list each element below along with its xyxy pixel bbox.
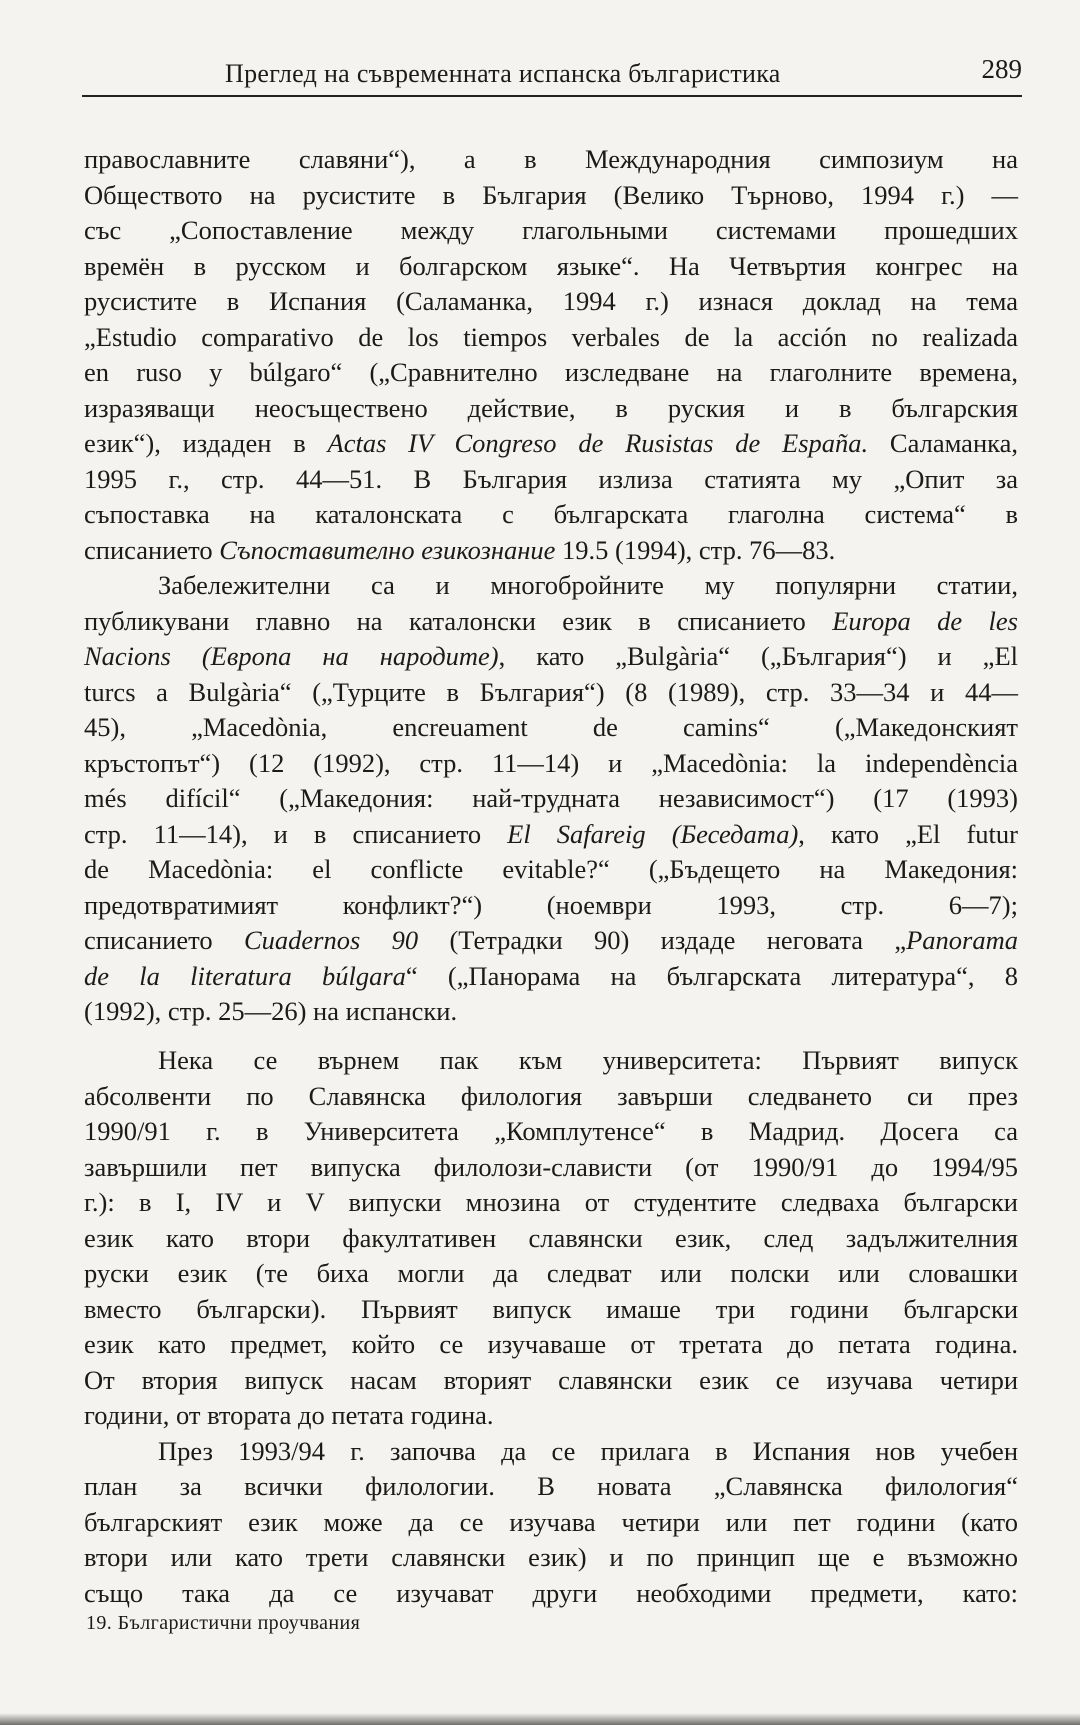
text-line [84,746,1018,782]
text-run: изразяващи неосъществено действие, в руския и в българския [84,392,1018,423]
text-line [84,533,1018,569]
text-run: списанието [84,925,244,955]
text-run: времён в русском и болгарском языке“. На Четвъртия конгрес на [84,250,1018,281]
text-run: , като „El futur [798,818,1018,849]
text-line [84,1469,1018,1505]
paragraph [84,568,1018,1030]
text-line [84,639,1018,675]
text-run: със „Сопоставление между глагольными системами прошедших [84,215,1018,245]
text-run: език“), издаден в [84,428,328,458]
text-line [84,604,1018,640]
text-line [84,852,1018,888]
text-line [84,249,1018,285]
text-line [84,781,1018,817]
text-line [84,1505,1018,1541]
running-header-title: Преглед на съвременната испанска българистика [225,59,781,88]
page-number: 289 [981,54,1022,84]
text-line [84,568,1018,604]
text-run: българският език може да се изучава четири или пет години (като [84,1506,1018,1537]
text-run: 19.5 (1994), стр. 76—83. [555,534,836,565]
text-run: втори или като трети славянски език) и по принцип ще е възможно [84,1542,1018,1572]
text-run: предотвратимият конфликт?“) (ноември 1993, стр. 6—7); [84,889,1018,920]
text-line [84,1363,1018,1399]
text-line [84,1398,1018,1434]
text-line [84,710,1018,746]
text-line [84,1540,1018,1576]
body-text-lower [84,1043,1018,1611]
text-line [84,817,1018,853]
paragraph [84,142,1018,568]
text-run: език като втори факултативен славянски език, след задължителния [84,1222,1018,1253]
text-run: “ („Панорама на българската литература“, 8 [405,960,1018,991]
text-line [84,1114,1018,1150]
text-line [84,497,1018,533]
text-run: (Тетрадки 90) издаде неговата „ [418,925,907,955]
text-line [84,284,1018,320]
text-run: руски език (те биха могли да следват или полски или словашки [84,1258,1018,1288]
text-run: кръстопът“) (12 (1992), стр. 11—14) и „Macedònia: la independència [84,747,1018,778]
text-line [84,1185,1018,1221]
text-run: През 1993/94 г. започва да се прилага в Испания нов учебен [158,1435,1018,1466]
text-line [84,959,1018,995]
text-line [84,213,1018,249]
italic-title-text: El Safareig (Беседата) [507,818,799,849]
text-run: 1990/91 г. в Университета „Комплутенсе“ в Мадрид. Досега са [84,1116,1018,1146]
text-run: завършили пет випуска филолози-слависти (от 1990/91 до 1994/95 [84,1151,1018,1182]
body-text-upper [84,142,1018,1030]
italic-title-text: Съпоставително езикознание [219,534,556,565]
text-run: (1992), стр. 25—26) на испански. [84,996,458,1026]
text-run: de Macedònia: el conflicte evitable?“ („Бъдещето на Македония: [84,854,1018,884]
text-line [84,320,1018,356]
text-run: списанието [84,534,220,565]
text-line [84,1434,1018,1470]
text-run: От втория випуск насам вторият славянски език се изучава четири [84,1364,1018,1395]
paragraph [84,1043,1018,1434]
text-run: също така да се изучават други необходими предмети, като: [84,1577,1018,1608]
italic-title-text: Actas IV Congreso de Rusistas de España. [327,428,869,458]
text-run: turcs a Bulgària“ („Турците в България“) (8 (1989), стр. 33—34 и 44— [84,676,1018,707]
paragraph [84,1434,1018,1612]
text-line [84,923,1018,959]
signature-mark: 19. Българистични проучвания [86,1612,361,1634]
running-header [82,50,1022,97]
text-line [84,355,1018,391]
text-line [84,426,1018,462]
text-line [84,1079,1018,1115]
text-line [84,1327,1018,1363]
text-run: Забележителни са и многобройните му популярни статии, [158,570,1018,600]
text-run: 45), „Macedònia, encreuament de camins“ („Македонският [84,712,1018,742]
text-line [84,1221,1018,1257]
text-run: публикувани главно на каталонски език в списанието [84,605,833,636]
text-line [84,142,1018,178]
text-run: абсолвенти по Славянска филология завърши следването си през [84,1080,1018,1111]
text-run: план за всички филологии. В новата „Славянска филология“ [84,1471,1018,1501]
text-run: en ruso y búlgaro“ („Сравнително изследване на глаголните времена, [84,357,1018,387]
text-run: стр. 11—14), и в списанието [84,818,508,849]
text-run: 1995 г., стр. 44—51. В България излиза статията му „Опит за [84,463,1018,494]
text-line [84,178,1018,214]
text-run: „Estudio comparativo de los tiempos verbales de la acción no realizada [84,321,1018,352]
italic-title-text: de la literatura búlgara [84,960,406,991]
text-run: г.): в I, IV и V випуски мнозина от студентите следваха български [84,1187,1018,1217]
italic-title-text: Nacions (Европа на народите) [84,641,499,671]
text-run: вместо български). Първият випуск имаше три години български [84,1293,1018,1324]
text-line [84,1043,1018,1079]
text-line [84,1150,1018,1186]
text-line [84,1576,1018,1612]
text-line [84,994,1018,1030]
text-run: més difícil“ („Македония: най-трудната независимост“) (17 (1993) [84,783,1018,813]
text-run: съпоставка на каталонската с българската глаголна система“ в [84,499,1018,529]
italic-title-text: Cuadernos 90 [243,925,419,955]
italic-title-text: Panorama [906,925,1018,955]
text-run: русистите в Испания (Саламанка, 1994 г.) изнася доклад на тема [84,286,1018,316]
text-run: православните славяни“), а в Международния симпозиум на [84,144,1018,174]
text-line [84,391,1018,427]
text-line [84,1256,1018,1292]
text-run: , като „Bulgària“ („България“) и „El [498,641,1018,671]
text-line [84,675,1018,711]
text-run: години, от втората до петата година. [84,1400,494,1430]
text-run: език като предмет, който се изучаваше от третата до петата година. [84,1329,1018,1359]
text-line [84,462,1018,498]
text-line [84,888,1018,924]
text-run: Нека се върнем пак към университета: Първият випуск [158,1045,1018,1075]
text-run: Обществото на русистите в България (Велико Търново, 1994 г.) — [84,179,1018,210]
text-run: Саламанка, [868,428,1018,458]
text-line [84,1292,1018,1328]
italic-title-text: Europa de les [832,605,1018,636]
